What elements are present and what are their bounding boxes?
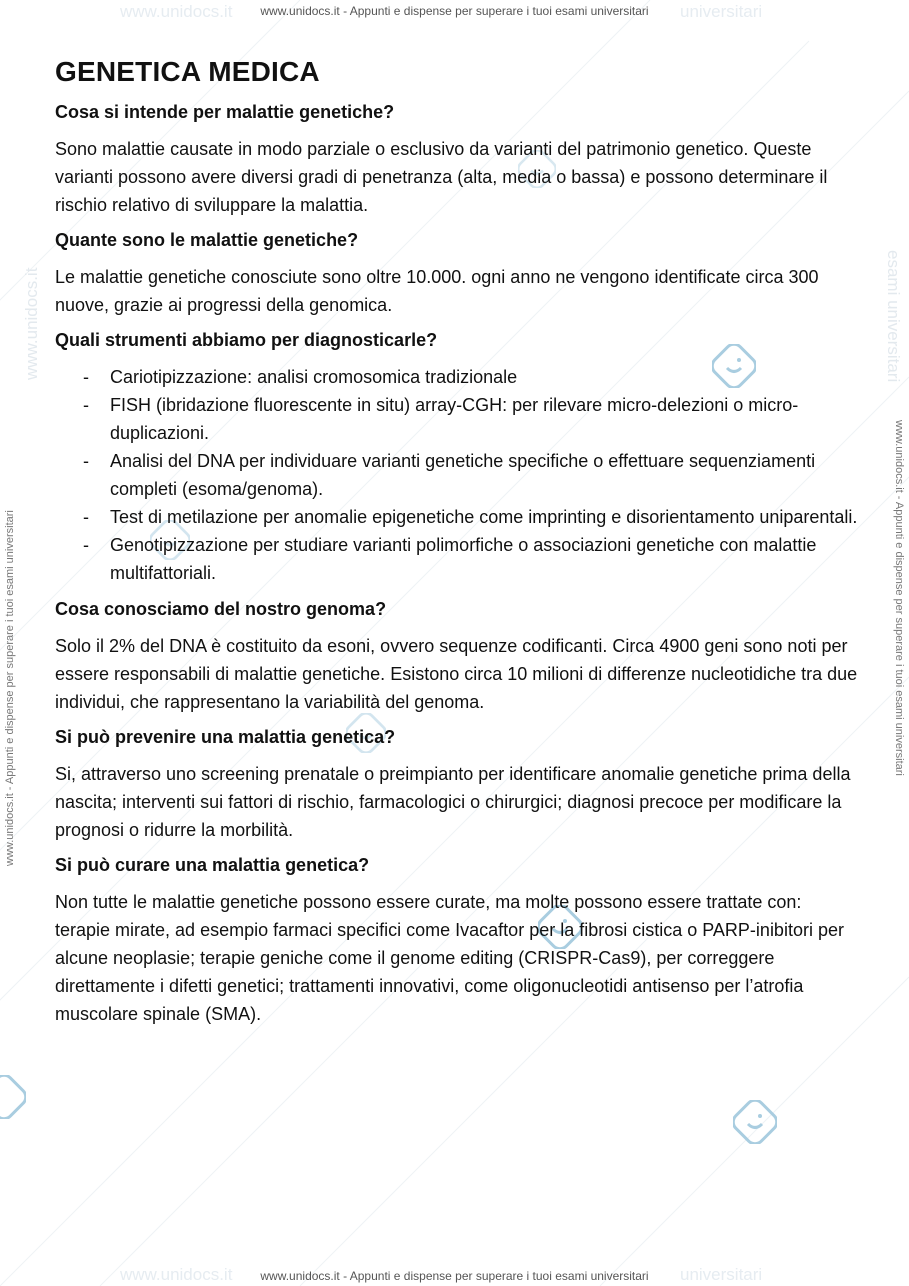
section-question: Quante sono le malattie genetiche? (55, 230, 359, 250)
watermark-header: www.unidocs.it - Appunti e dispense per superare i tuoi esami universitari (260, 4, 649, 18)
watermark-ghost-text: www.unidocs.it (22, 267, 41, 380)
list-item: - Test di metilazione per anomalie epigenetiche come imprinting e disorientamento uniparentali. (55, 503, 860, 531)
list-item: - Genotipizzazione per studiare varianti polimorfiche o associazioni genetiche con malattie multifattoriali. (55, 531, 860, 587)
watermark-side-left: www.unidocs.it - Appunti e dispense per superare i tuoi esami universitari (4, 510, 16, 866)
diagnostic-tools-list (55, 363, 860, 587)
section-question: Cosa si intende per malattie genetiche? (55, 102, 395, 122)
watermark-ghost-text: universitari (680, 1265, 763, 1284)
watermark-ghost-text: universitari (680, 2, 763, 21)
section-question: Cosa conosciamo del nostro genoma? (55, 599, 387, 619)
document-title: GENETICA MEDICA (55, 56, 320, 87)
watermark-ghost-text: www.unidocs.it (120, 1265, 233, 1284)
section-question: Quali strumenti abbiamo per diagnosticarle? (55, 330, 438, 350)
watermark-footer: www.unidocs.it - Appunti e dispense per superare i tuoi esami universitari (260, 1269, 649, 1283)
section-answer: Le malattie genetiche conosciute sono oltre 10.000. ogni anno ne vengono identificate circa 300 nuove, grazie ai progressi della genomica. (55, 267, 819, 315)
watermark-ghost-text: www.unidocs.it (120, 2, 233, 21)
section-answer: Si, attraverso uno screening prenatale o preimpianto per identificare anomalie genetiche prima della nascita; interventi sui fattori di rischio, farmacologici o chirurgici; diagnosi precoce per modificare la prognosi o ridurre la morbilità. (55, 764, 851, 840)
section-question: Si può curare una malattia genetica? (55, 855, 370, 875)
document-body (55, 56, 860, 1037)
unidocs-smile-logo-icon (733, 1100, 777, 1144)
watermark-side-right: www.unidocs.it - Appunti e dispense per superare i tuoi esami universitari (893, 420, 905, 776)
watermark-ghost-text: esami universitari (884, 250, 903, 383)
section-answer: Solo il 2% del DNA è costituito da esoni, ovvero sequenze codificanti. Circa 4900 geni sono noti per essere responsabili di malattie genetiche. Esistono circa 10 milioni di differenze nucleotidiche tra due individui, che rappresentano la variabilità del genoma. (55, 636, 858, 712)
unidocs-smile-logo-icon (0, 1075, 26, 1119)
section-question: Si può prevenire una malattia genetica? (55, 727, 396, 747)
list-item: - Analisi del DNA per individuare varianti genetiche specifiche o effettuare sequenziamenti completi (esoma/genoma). (55, 447, 860, 503)
section-answer: Non tutte le malattie genetiche possono essere curate, ma molte possono essere trattate con: terapie mirate, ad esempio farmaci specifici come Ivacaftor per la fibrosi cistica o PARP-inibitori per alcune neoplasie; terapie geniche come il genome editing (CRISPR-Cas9), per correggere direttamente i difetti genetici; trattamenti innovativi, come oligonucleotidi antisenso per l’atrofia muscolare spinale (SMA). (55, 892, 844, 1024)
list-item: - FISH (ibridazione fluorescente in situ) array-CGH: per rilevare micro-delezioni o micro-duplicazioni. (55, 391, 860, 447)
section-answer: Sono malattie causate in modo parziale o esclusivo da varianti del patrimonio genetico. Queste varianti possono avere diversi gradi di penetranza (alta, media o bassa) e possono determinare il rischio relativo di sviluppare la malattia. (55, 139, 828, 215)
list-item: - Cariotipizzazione: analisi cromosomica tradizionale (55, 363, 860, 391)
